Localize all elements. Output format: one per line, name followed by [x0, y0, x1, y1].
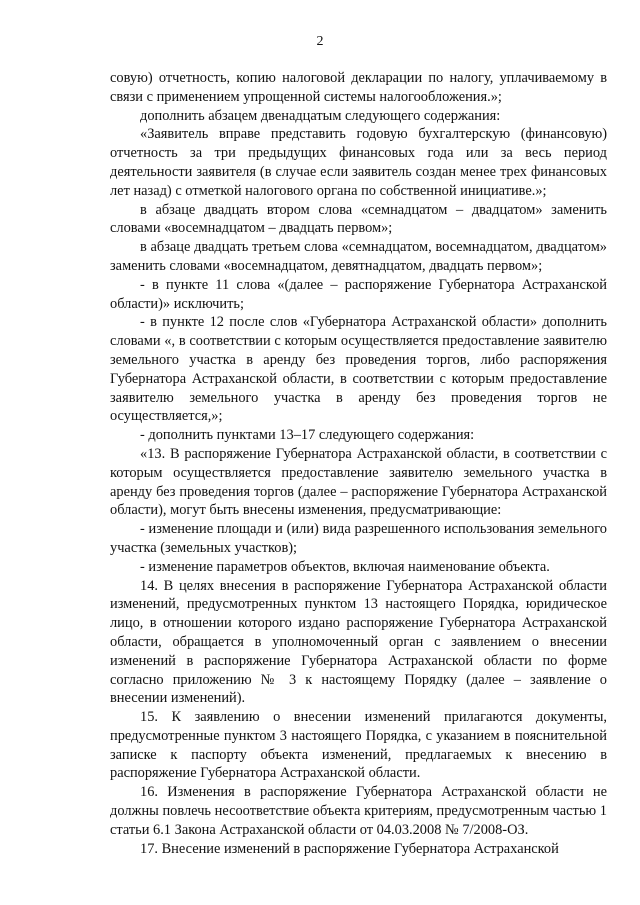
paragraph: в абзаце двадцать втором слова «семнадцатом – двадцатом» заменить словами «восемнадцатом – двадцать первом»; — [110, 201, 607, 237]
paragraph: 17. Внесение изменений в распоряжение Губернатора Астраханской — [140, 840, 559, 857]
paragraph: 15. К заявлению о внесении изменений прилагаются документы, предусмотренные пунктом 3 настоящего Порядка, с указанием в пояснительной записке к паспорту объекта изменений, предлагаемых к внесению в распоряжение Губернатора Астраханской области. — [110, 709, 607, 782]
paragraph: - в пункте 11 слова «(далее – распоряжение Губернатора Астраханской области)» исключить; — [110, 276, 607, 312]
paragraph: в абзаце двадцать третьем слова «семнадцатом, восемнадцатом, двадцатом» заменить словами «восемнадцатом, девятнадцатом, двадцать первом»; — [110, 239, 607, 274]
paragraph: - дополнить пунктами 13–17 следующего содержания: — [140, 427, 475, 444]
page-number: 2 — [316, 34, 324, 49]
document-body — [110, 69, 607, 858]
paragraph: дополнить абзацем двенадцатым следующего содержания: — [140, 107, 501, 124]
paragraph-continuation: совую) отчетность, копию налоговой декларации по налогу, уплачиваемому в связи с применением упрощенной системы налогообложения.»; — [110, 70, 607, 105]
paragraph: - изменение параметров объектов, включая наименование объекта. — [140, 558, 550, 575]
paragraph: - в пункте 12 после слов «Губернатора Астраханской области» дополнить словами «, в соответствии с которым осуществляется предоставление заявителю земельного участка в аренду без проведения торгов, либо распоряжения Губернатора Астраханской области, в соответствии с которым предоставление заявителю земельного участка в аренду без проведения торгов не осуществляется,»; — [110, 314, 607, 425]
paragraph: 16. Изменения в распоряжение Губернатора Астраханской области не должны повлечь несоответствие объекта критериям, предусмотренным частью 1 статьи 6.1 Закона Астраханской области от 04.03.2008 № 7/2008-ОЗ. — [110, 784, 607, 838]
paragraph: «Заявитель вправе представить годовую бухгалтерскую (финансовую) отчетность за три предыдущих финансовых года или за весь период деятельности заявителя (в случае если заявитель создан менее трех финансовых лет назад) с отметкой налогового органа по собственной инициативе.»; — [110, 126, 607, 199]
paragraph: 14. В целях внесения в распоряжение Губернатора Астраханской области изменений, предусмотренных пунктом 13 настоящего Порядка, юридическое лицо, в отношении которого издано распоряжение Губернатора Астраханской области, обращается в уполномоченный орган с заявлением о внесении изменений в распоряжение Губернатора Астраханской области по форме согласно приложению № 3 к настоящему Порядку (далее – заявление о внесении изменений). — [110, 577, 607, 707]
paragraph: «13. В распоряжение Губернатора Астраханской области, в соответствии с которым осуществляется предоставление заявителю земельного участка в аренду без проведения торгов (далее – распоряжение Губернатора Астраханской области), могут быть внесены изменения, предусматривающие: — [110, 445, 607, 519]
paragraph: - изменение площади и (или) вида разрешенного использования земельного участка (земельных участков); — [110, 521, 607, 556]
